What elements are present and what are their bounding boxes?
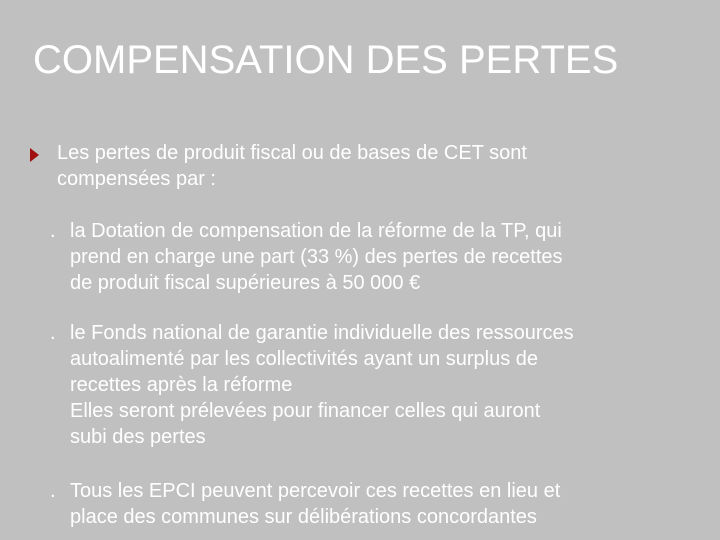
- main-bullet: [30, 140, 710, 192]
- sub-item-epci: [50, 478, 715, 530]
- sub-item-text: la Dotation de compensation de la réforme de la TP, qui prend en charge une part (33 %) des pertes de recettes de produit fiscal supérieures à 50 000 €: [70, 220, 563, 294]
- sub-item-dotation: [50, 218, 715, 296]
- arrow-right-icon: [30, 148, 39, 162]
- sub-item-text: Tous les EPCI peuvent percevoir ces recettes en lieu et place des communes sur délibérations concordantes: [70, 480, 561, 528]
- slide-title: COMPENSATION DES PERTES: [33, 38, 619, 82]
- main-bullet-text: Les pertes de produit fiscal ou de bases de CET sont compensées par :: [57, 142, 527, 190]
- sub-item-marker: .: [50, 322, 56, 344]
- sub-item-text: le Fonds national de garantie individuelle des ressources autoalimenté par les collectivités ayant un surplus de recettes après la réforme Elles seront prélevées pour financer celles qui auront subi des pertes: [70, 322, 574, 448]
- sub-item-marker: .: [50, 480, 56, 502]
- sub-item-fonds-national: [50, 320, 715, 450]
- sub-item-marker: .: [50, 220, 56, 242]
